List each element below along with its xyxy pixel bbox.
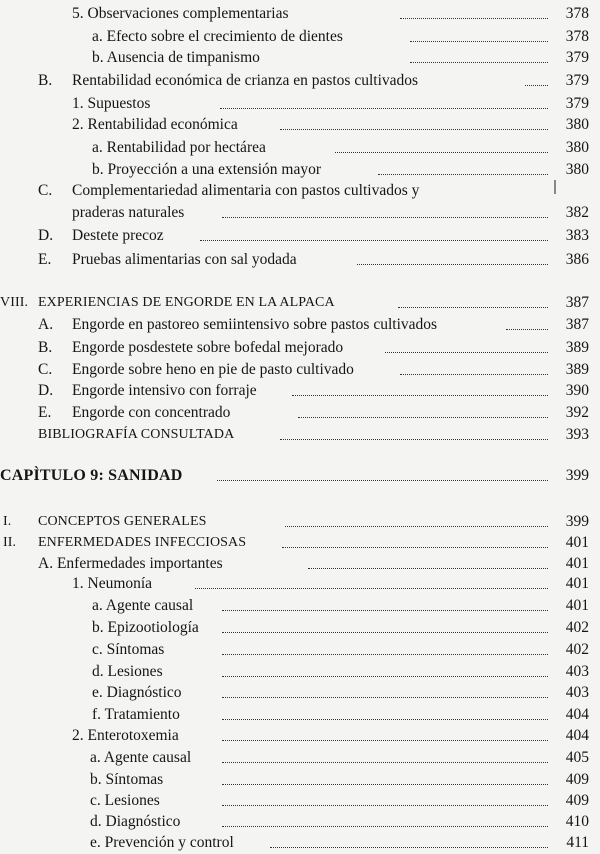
- toc-entry-label: praderas naturales: [72, 204, 185, 221]
- toc-entry-label: A. Enfermedades importantes: [38, 555, 223, 572]
- page-number: 404: [565, 706, 589, 723]
- page-number: 380: [565, 116, 589, 133]
- dot-leader: [220, 108, 548, 109]
- toc-entry: [0, 511, 600, 533]
- toc-entry: [0, 661, 600, 683]
- dot-leader: [282, 547, 548, 548]
- toc-entry: [0, 70, 600, 92]
- toc-entry: [0, 337, 600, 359]
- page-number: 402: [565, 619, 589, 636]
- toc-entry-label: b. Síntomas: [90, 771, 164, 788]
- page-number: 405: [565, 749, 589, 766]
- dot-leader: [525, 85, 548, 86]
- page-number: 399: [565, 467, 589, 484]
- dot-leader: [222, 762, 548, 763]
- toc-entry-label: B.: [38, 339, 53, 356]
- toc-entry-title: Rentabilidad económica de crianza en pastos cultivados: [72, 72, 419, 89]
- page-number: 380: [565, 161, 589, 178]
- toc-entry: [0, 682, 600, 704]
- toc-entry-title: EXPERIENCIAS DE ENGORDE EN LA ALPACA: [38, 295, 335, 310]
- page-number: 401: [565, 597, 589, 614]
- page-number: 378: [565, 28, 589, 45]
- toc-entry-label: E.: [38, 404, 52, 421]
- dot-leader: [292, 395, 548, 396]
- page-number: 379: [565, 49, 589, 66]
- toc-entry-label: a. Rentabilidad por hectárea: [92, 139, 266, 156]
- toc-entry-label: c. Lesiones: [90, 792, 160, 809]
- toc-entry-title: ENFERMEDADES INFECCIOSAS: [38, 535, 247, 550]
- toc-entry-title: Engorde sobre heno en pie de pasto cultivado: [72, 361, 354, 378]
- page-number: 380: [565, 139, 589, 156]
- dot-leader: [222, 632, 548, 633]
- page-number: 386: [565, 251, 589, 268]
- toc-entry-title: CONCEPTOS GENERALES: [38, 514, 207, 529]
- page-number: 387: [565, 316, 589, 333]
- toc-entry-title: Engorde con concentrado: [72, 404, 231, 421]
- toc-entry-label: e. Prevención y control: [90, 834, 234, 851]
- page-number: 383: [565, 227, 589, 244]
- toc-entry: [0, 725, 600, 747]
- page-number: 392: [565, 404, 589, 421]
- dot-leader: [378, 174, 548, 175]
- page-number: 404: [565, 727, 589, 744]
- toc-entry-label: f. Tratamiento: [92, 706, 180, 723]
- toc-entry: [0, 769, 600, 791]
- toc-entry: [0, 832, 600, 854]
- dot-leader: [222, 654, 548, 655]
- toc-entry-title: Engorde en pastoreo semiintensivo sobre pastos cultivados: [72, 316, 438, 333]
- dot-leader: [222, 217, 548, 218]
- toc-entry-title: Destete precoz: [72, 227, 164, 244]
- toc-entry: [0, 811, 600, 833]
- toc-entry-label: C.: [38, 361, 53, 378]
- dot-leader: [200, 240, 548, 241]
- dot-leader: [410, 41, 548, 42]
- page-number: 403: [565, 684, 589, 701]
- dot-leader: [222, 740, 548, 741]
- page-number: 389: [565, 361, 589, 378]
- toc-entry: [0, 114, 600, 136]
- dot-leader: [308, 568, 548, 569]
- dot-leader: [222, 676, 548, 677]
- toc-entry-label: d. Diagnóstico: [90, 813, 181, 830]
- toc-entry: [0, 314, 600, 336]
- page-number: 399: [565, 513, 589, 530]
- dot-leader: [222, 805, 548, 806]
- toc-entry-label: BIBLIOGRAFÍA CONSULTADA: [38, 427, 235, 442]
- toc-entry: [0, 359, 600, 381]
- toc-entry-label: I.: [3, 514, 12, 529]
- toc-entry: [0, 93, 600, 115]
- toc-entry: [0, 465, 600, 487]
- page-number: 379: [565, 95, 589, 112]
- page-number: 379: [565, 72, 589, 89]
- page-number: 387: [565, 294, 589, 311]
- dot-leader: [280, 129, 548, 130]
- toc-entry-label: b. Ausencia de timpanismo: [92, 49, 260, 66]
- page-number: 411: [566, 834, 589, 851]
- toc-entry-label: D.: [38, 227, 54, 244]
- page-number: 382: [565, 204, 589, 221]
- dot-leader: [270, 847, 548, 848]
- toc-entry: [0, 747, 600, 769]
- dot-leader: [410, 62, 548, 63]
- toc-entry: [0, 225, 600, 247]
- dot-leader: [357, 264, 548, 265]
- dot-leader: [506, 329, 548, 330]
- toc-entry-label: a. Efecto sobre el crecimiento de dientes: [92, 28, 343, 45]
- page-number: 402: [565, 641, 589, 658]
- toc-entry-label: e. Diagnóstico: [92, 684, 182, 701]
- dot-leader: [217, 480, 548, 481]
- toc-entry-label: a. Agente causal: [90, 749, 192, 766]
- dot-leader: [195, 588, 548, 589]
- page-number: 409: [565, 771, 589, 788]
- page-number: 378: [565, 5, 589, 22]
- toc-entry-label: 2. Rentabilidad económica: [72, 116, 238, 133]
- toc-entry: [0, 159, 600, 181]
- dot-leader: [222, 784, 548, 785]
- toc-entry: [0, 553, 600, 575]
- dot-leader: [285, 526, 548, 527]
- page-number: 403: [565, 663, 589, 680]
- toc-entry: [0, 402, 600, 424]
- toc-entry-title: Pruebas alimentarias con sal yodada: [72, 251, 297, 268]
- dot-leader: [400, 18, 548, 19]
- toc-entry: [0, 532, 600, 554]
- page-number: 390: [565, 382, 589, 399]
- toc-entry: [0, 180, 600, 202]
- dot-leader: [398, 307, 548, 308]
- toc-entry: [0, 3, 600, 25]
- dot-leader: [298, 417, 548, 418]
- toc-entry-label: 2. Enterotoxemia: [72, 727, 179, 744]
- dot-leader: [222, 719, 548, 720]
- toc-entry-title: Complementariedad alimentaria con pastos cultivados y: [72, 182, 420, 199]
- page-number: 389: [565, 339, 589, 356]
- toc-entry-label: D.: [38, 382, 54, 399]
- toc-entry: [0, 249, 600, 271]
- dot-leader: [222, 826, 548, 827]
- toc-entry-label: b. Proyección a una extensión mayor: [92, 161, 321, 178]
- toc-entry-label: II.: [3, 535, 17, 550]
- toc-entry: [0, 790, 600, 812]
- toc-entry: [0, 202, 600, 224]
- toc-entry: [0, 26, 600, 48]
- toc-entry-label: E.: [38, 251, 52, 268]
- toc-entry-label: 1. Supuestos: [72, 95, 151, 112]
- page-number: 401: [565, 534, 589, 551]
- dot-leader: [385, 352, 548, 353]
- toc-entry: [0, 704, 600, 726]
- toc-entry-label: c. Síntomas: [92, 641, 165, 658]
- toc-entry: [0, 137, 600, 159]
- toc-entry: [0, 617, 600, 639]
- dot-leader: [280, 439, 548, 440]
- dot-leader: [222, 610, 548, 611]
- toc-entry: [0, 595, 600, 617]
- toc-entry-label: a. Agente causal: [92, 597, 194, 614]
- page-number: 401: [565, 575, 589, 592]
- toc-entry-label: VIII.: [0, 295, 29, 310]
- toc-entry-label: CAPÌTULO 9: SANIDAD: [0, 467, 183, 484]
- page-number: 410: [565, 813, 589, 830]
- page-number: 409: [565, 792, 589, 809]
- page-number: 393: [565, 426, 589, 443]
- toc-entry-title: Engorde intensivo con forraje: [72, 382, 257, 399]
- toc-entry-title: Engorde posdestete sobre bofedal mejorado: [72, 339, 344, 356]
- toc-entry-label: d. Lesiones: [92, 663, 163, 680]
- toc-entry-label: A.: [38, 316, 54, 333]
- page-number: 401: [565, 555, 589, 572]
- toc-entry-label: 1. Neumonía: [72, 575, 153, 592]
- margin-mark: [554, 180, 556, 194]
- toc-entry: [0, 47, 600, 69]
- toc-entry: [0, 424, 600, 446]
- toc-entry: [0, 292, 600, 314]
- toc-entry: [0, 380, 600, 402]
- dot-leader: [400, 374, 548, 375]
- dot-leader: [222, 697, 548, 698]
- toc-entry: [0, 573, 600, 595]
- toc-entry: [0, 639, 600, 661]
- toc-entry-label: C.: [38, 182, 53, 199]
- toc-entry-label: b. Epizootiología: [92, 619, 199, 636]
- toc-entry-label: B.: [38, 72, 53, 89]
- toc-entry-label: 5. Observaciones complementarias: [72, 5, 289, 22]
- dot-leader: [335, 152, 548, 153]
